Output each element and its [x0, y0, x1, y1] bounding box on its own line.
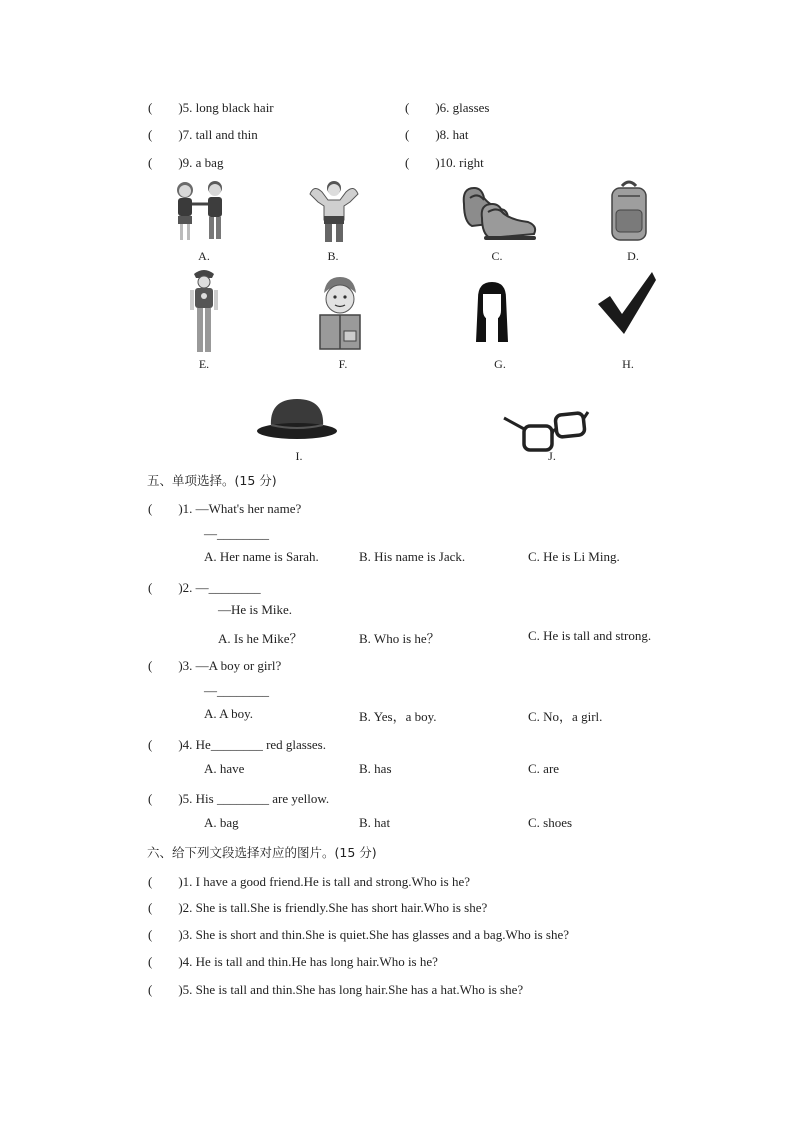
q5-2-option-a: A. Is he Mike？ — [218, 631, 303, 646]
picture-label-i: I. — [295, 449, 303, 463]
picture-label-e: E. — [198, 357, 210, 371]
q6-1: ( )1. I have a good friend.He is tall and strong.Who is he? — [148, 874, 471, 889]
q5-1-option-a: A. Her name is Sarah. — [204, 549, 319, 564]
picture-label-h: H. — [622, 357, 634, 371]
q5-4-option-c: C. are — [528, 761, 560, 776]
q5-4-stem: ( )4. He________ red glasses. — [148, 737, 326, 752]
q5-4-option-b: B. has — [359, 761, 392, 776]
q5-5-option-a: A. bag — [204, 815, 239, 830]
q5-5-stem: ( )5. His ________ are yellow. — [148, 791, 330, 806]
q5-3-answer: —________ — [204, 683, 269, 698]
check-mark-icon — [596, 270, 658, 336]
shoes-icon — [460, 182, 542, 246]
q5-5-option-b: B. hat — [359, 815, 391, 830]
q5-5-option-c: C. shoes — [528, 815, 573, 830]
q5-1-answer: —________ — [204, 526, 269, 541]
match-item-10: ( )10. right — [405, 155, 484, 170]
match-item-9: ( )9. a bag — [148, 155, 224, 170]
backpack-icon — [606, 178, 652, 244]
match-item-8: ( )8. hat — [405, 127, 469, 142]
q6-3: ( )3. She is short and thin.She is quiet.She has glasses and a bag.Who is she? — [148, 927, 569, 942]
q5-4-option-a: A. have — [204, 761, 245, 776]
match-item-5: ( )5. long black hair — [148, 100, 274, 115]
q5-2-stem: ( )2. —________ — [148, 580, 261, 595]
picture-label-b: B. — [327, 249, 339, 263]
q5-1-option-c: C. He is Li Ming. — [528, 549, 620, 564]
q5-3-stem: ( )3. —A boy or girl? — [148, 658, 282, 673]
q5-3-option-b: B. Yes，a boy. — [359, 709, 437, 724]
hat-icon — [255, 395, 339, 443]
tall-thin-boy-icon — [184, 266, 224, 356]
q5-2-answer: —He is Mike. — [218, 602, 293, 617]
q5-1-option-b: B. His name is Jack. — [359, 549, 466, 564]
q5-1-stem: ( )1. —What's her name? — [148, 501, 302, 516]
picture-label-g: G. — [494, 357, 506, 371]
boy-reading-icon — [318, 275, 362, 353]
picture-label-c: C. — [491, 249, 503, 263]
strong-boy-icon — [304, 176, 364, 246]
q5-3-option-a: A. A boy. — [204, 706, 253, 721]
picture-label-j: J. — [548, 449, 556, 463]
match-item-7: ( )7. tall and thin — [148, 127, 258, 142]
q6-2: ( )2. She is tall.She is friendly.She has short hair.Who is she? — [148, 900, 488, 915]
match-item-6: ( )6. glasses — [405, 100, 490, 115]
q5-2-option-b: B. Who is he？ — [359, 631, 440, 646]
long-black-hair-icon — [474, 280, 510, 346]
q6-5: ( )5. She is tall and thin.She has long hair.She has a hat.Who is she? — [148, 982, 524, 997]
picture-label-f: F. — [338, 357, 348, 371]
picture-label-a: A. — [198, 249, 210, 263]
section-6-title: 六、给下列文段选择对应的图片。(15 分) — [147, 845, 377, 860]
q6-4: ( )4. He is tall and thin.He has long hair.Who is he? — [148, 954, 438, 969]
q5-3-option-c: C. No，a girl. — [528, 709, 603, 724]
q5-2-option-c: C. He is tall and strong. — [528, 628, 652, 643]
picture-label-d: D. — [627, 249, 639, 263]
two-kids-icon — [168, 176, 234, 244]
glasses-icon — [502, 408, 590, 454]
section-5-title: 五、单项选择。(15 分) — [147, 473, 277, 488]
